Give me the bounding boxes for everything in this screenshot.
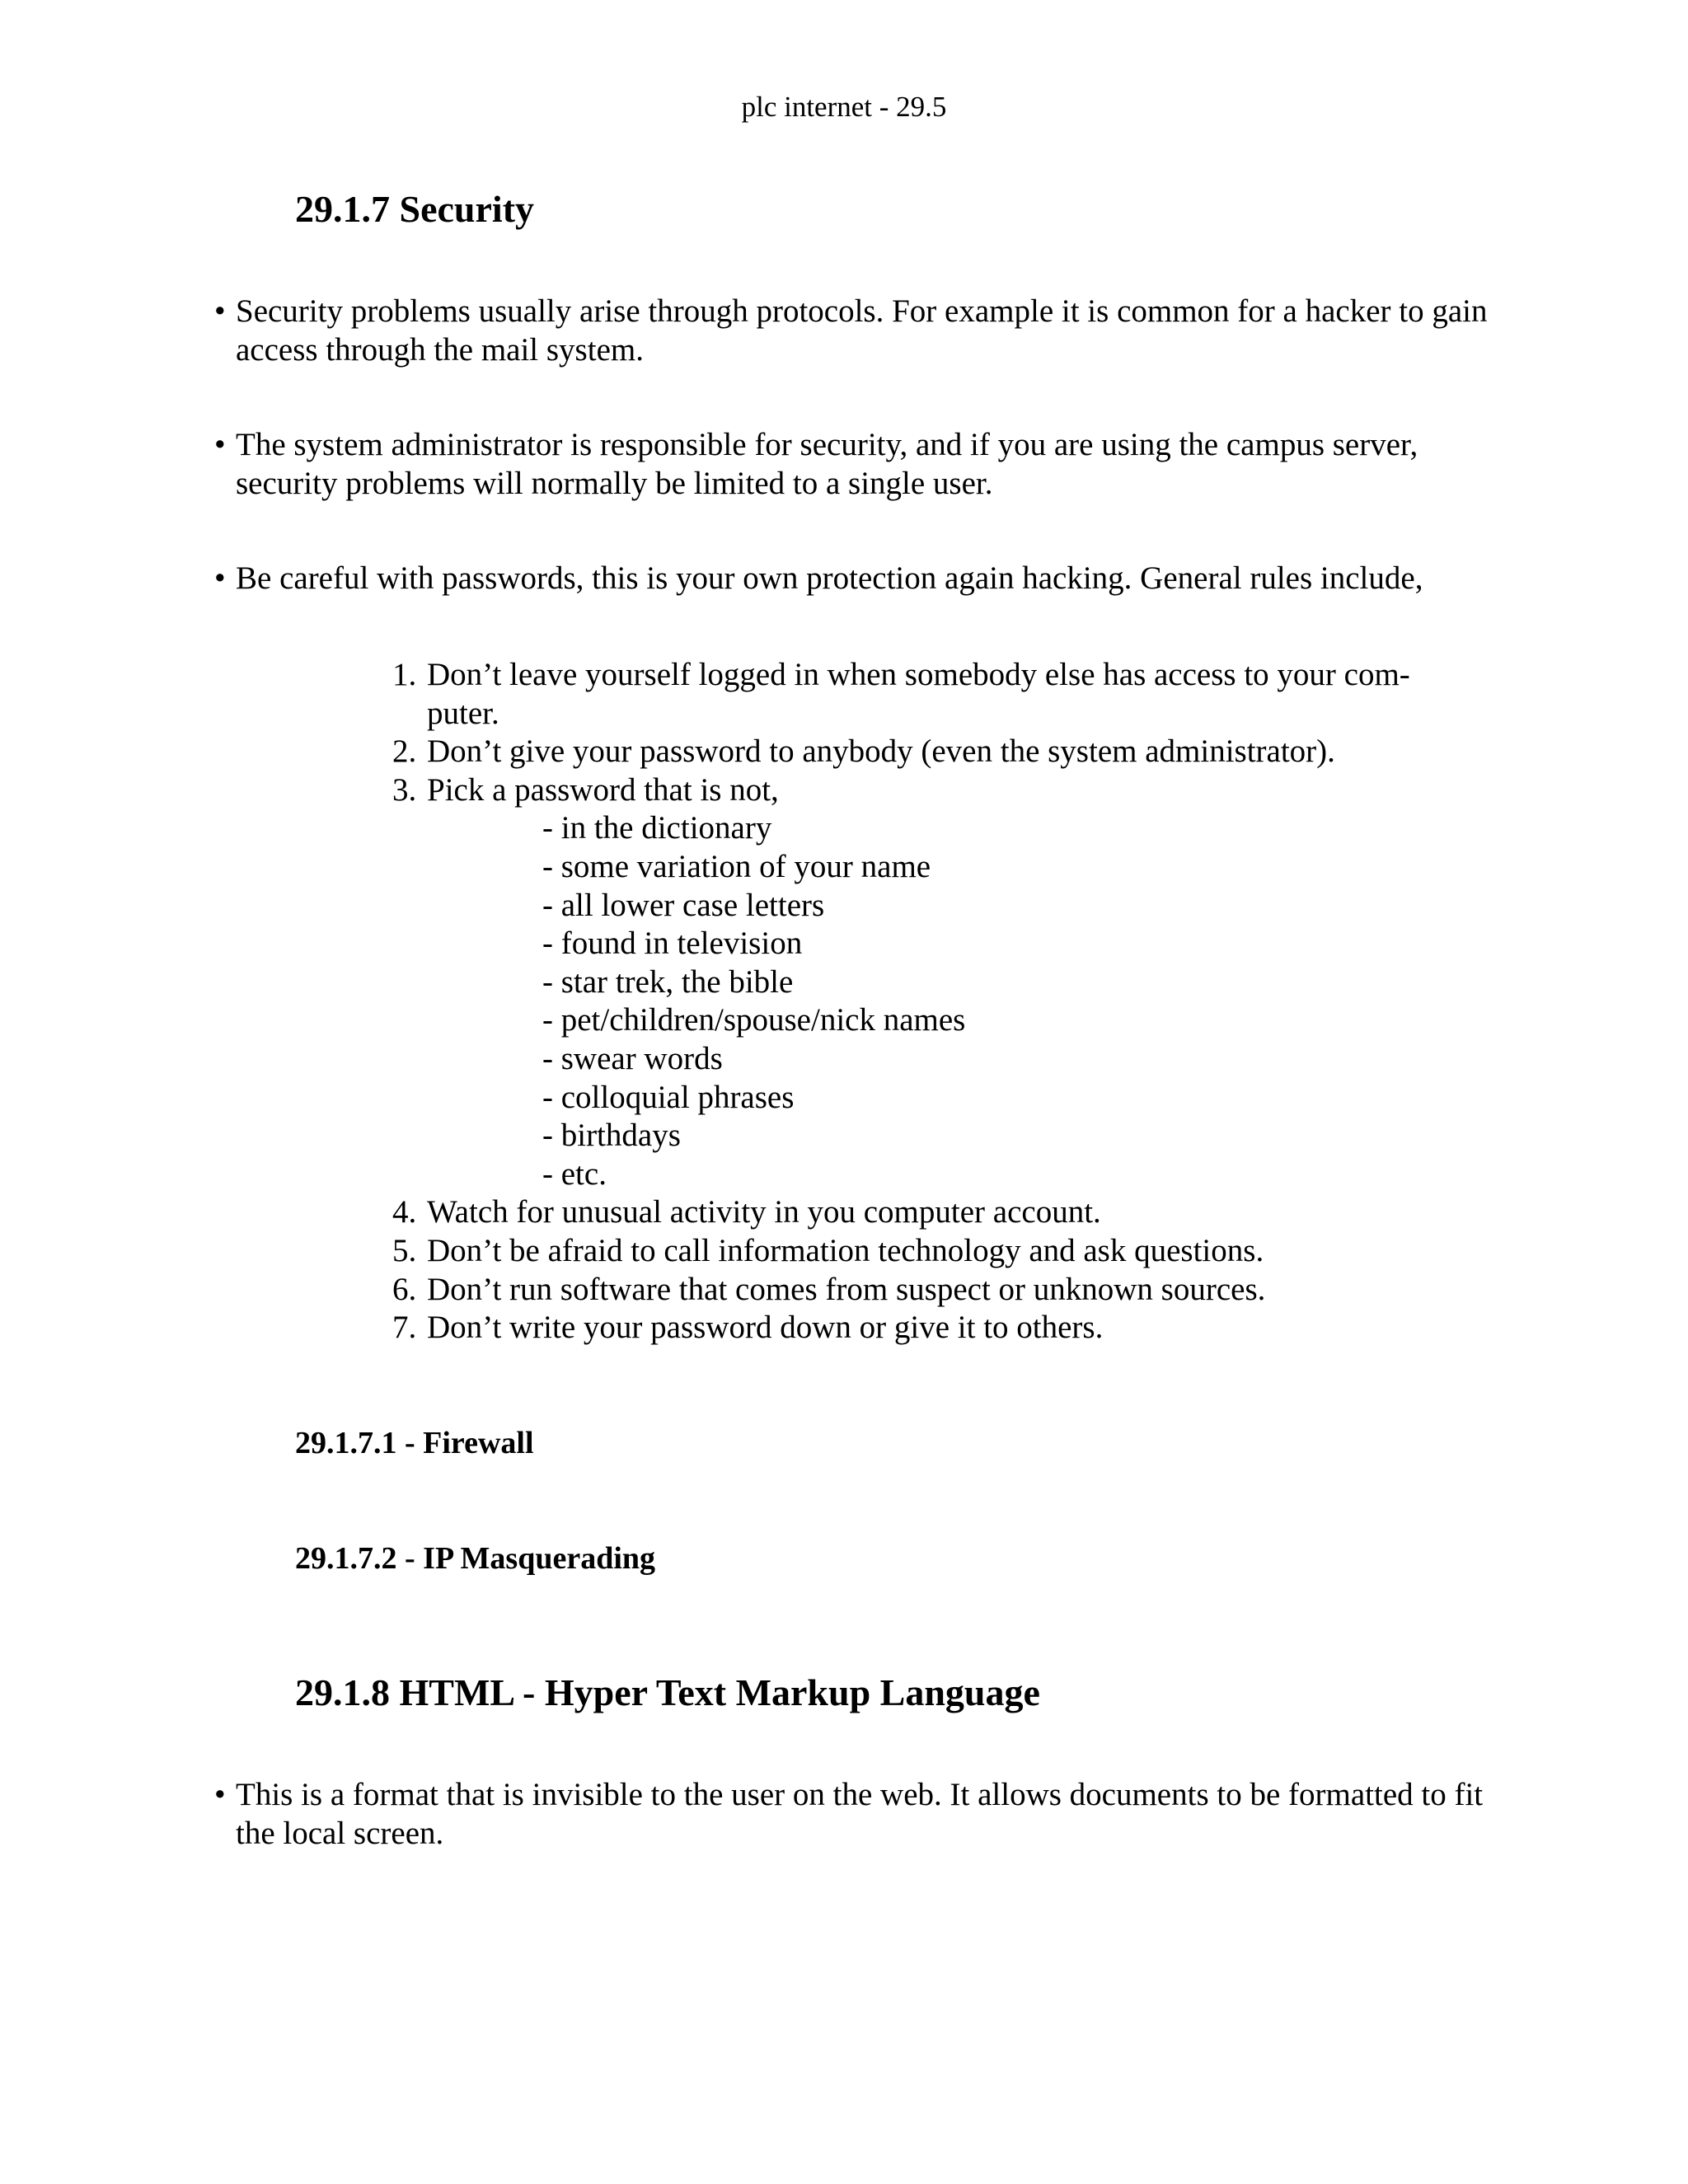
bullet-symbol: • (214, 1777, 226, 1812)
bullet-item (196, 1775, 1498, 1853)
password-not-item: - all lower case letters (542, 887, 825, 923)
rule-item (392, 656, 1447, 733)
rule-text: Watch for unusual activity in you computer account. (427, 1194, 1101, 1230)
subsection-heading-firewall: 29.1.7.1 - Firewall (295, 1426, 534, 1460)
password-not-item: - some variation of your name (542, 848, 931, 884)
rule-number: 2. (392, 733, 417, 770)
bullet-symbol: • (214, 427, 226, 462)
password-not-item: - swear words (542, 1040, 723, 1076)
password-rules-list (392, 656, 1447, 1347)
password-not-item: - in the dictionary (542, 810, 772, 846)
subsection-heading-ip-masquerading: 29.1.7.2 - IP Masquerading (295, 1541, 656, 1576)
password-not-item: - star trek, the bible (542, 963, 794, 1000)
bullet-text: The system administrator is responsible for security, and if you are using the campus server, security problems will normally be limited to a single user. (236, 427, 1418, 501)
rule-item (392, 1309, 1447, 1347)
rule-number: 5. (392, 1232, 417, 1268)
rule-item (392, 733, 1447, 771)
password-not-item: - birthdays (542, 1118, 681, 1154)
rule-text: Don’t give your password to anybody (even the system administrator). (427, 733, 1335, 770)
rule-text: Pick a password that is not, (427, 771, 779, 808)
password-not-item: - etc. (542, 1155, 607, 1192)
rule-number: 3. (392, 771, 417, 808)
rule-item (392, 771, 1447, 1194)
rule-item (392, 1271, 1447, 1310)
bullet-item (196, 292, 1498, 369)
rule-number: 7. (392, 1310, 417, 1346)
section-heading-security: 29.1.7 Security (295, 188, 535, 230)
rule-item (392, 1232, 1447, 1271)
rule-number: 1. (392, 657, 417, 692)
bullet-symbol: • (214, 560, 226, 596)
bullet-text: Security problems usually arise through protocols. For example it is common for a hacker to gain access through the mail system. (236, 293, 1488, 368)
rule-text-line: puter. (427, 695, 499, 731)
rule-text: Don’t write your password down or give it to others. (427, 1310, 1104, 1346)
bullet-text: This is a format that is invisible to the user on the web. It allows documents to be formatted to fit the local screen. (236, 1777, 1484, 1851)
rule-number: 4. (392, 1194, 417, 1230)
bullet-symbol: • (214, 293, 226, 329)
rule-text: Don’t be afraid to call information technology and ask questions. (427, 1232, 1264, 1268)
password-not-item: - pet/children/spouse/nick names (542, 1002, 966, 1038)
rule-number: 6. (392, 1271, 417, 1307)
section-heading-html: 29.1.8 HTML - Hyper Text Markup Language (295, 1671, 1040, 1713)
page-header: plc internet - 29.5 (741, 91, 947, 123)
password-not-item: - found in television (542, 926, 803, 962)
rule-text: Don’t run software that comes from suspect or unknown sources. (427, 1271, 1266, 1307)
bullet-item (196, 559, 1498, 598)
bullet-text: Be careful with passwords, this is your own protection again hacking. General rules include, (236, 560, 1423, 596)
rule-text-line: Don’t leave yourself logged in when somebody else has access to your com- (427, 657, 1410, 692)
password-not-list (427, 809, 1447, 1193)
rule-item (392, 1193, 1447, 1232)
bullet-item (196, 425, 1498, 503)
password-not-item: - colloquial phrases (542, 1079, 795, 1115)
